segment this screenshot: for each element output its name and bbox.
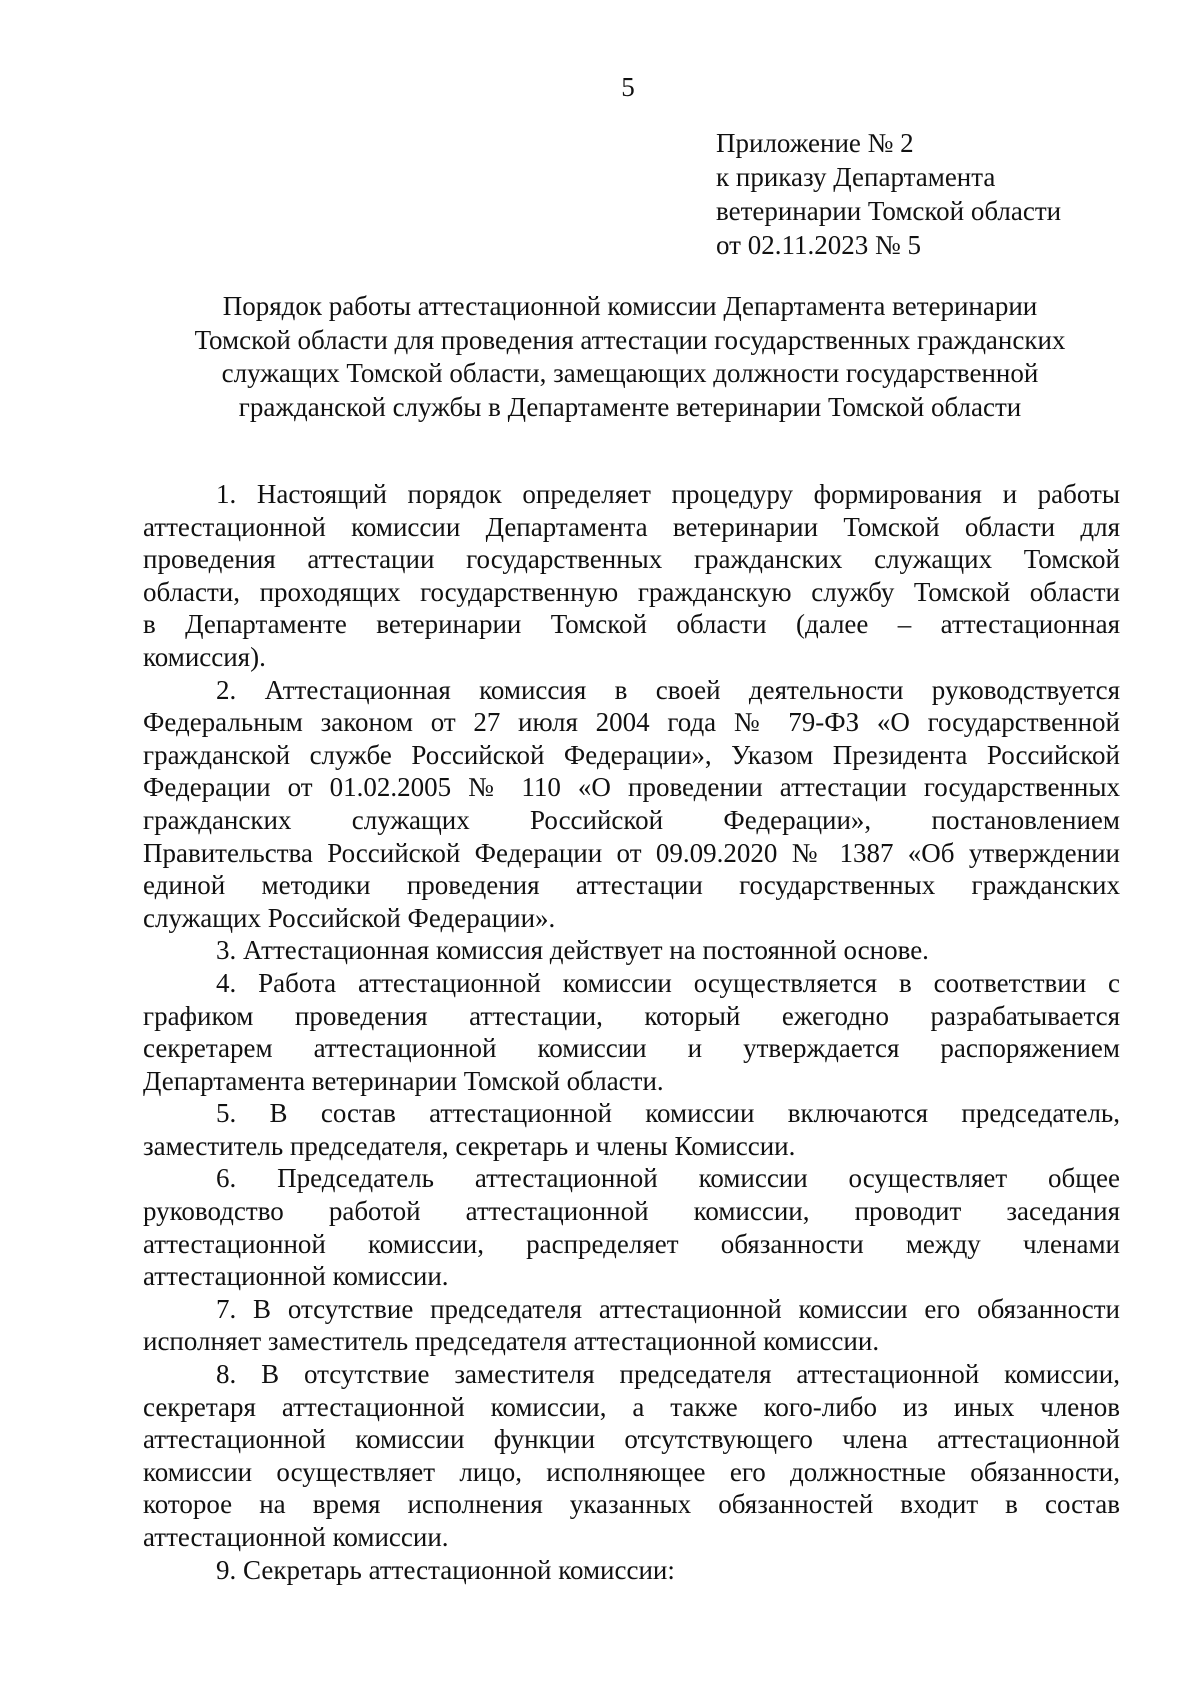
- appendix-line: к приказу Департамента: [716, 162, 996, 192]
- paragraph-4: [143, 967, 1120, 1097]
- paragraph-line: 2. Аттестационная комиссия в своей деятельности руководствуется: [216, 674, 1120, 705]
- paragraph-1: [143, 478, 1120, 674]
- paragraph-line: аттестационной комиссии.: [143, 1261, 449, 1292]
- paragraph-line: Правительства Российской Федерации от 09.09.2020 № 1387 «Об утверждении: [143, 837, 1120, 868]
- paragraph-line: аттестационной комиссии.: [143, 1522, 449, 1552]
- paragraph-line: Федерации от 01.02.2005 № 110 «О проведении аттестации государственных: [143, 772, 1120, 803]
- paragraph-line: исполняет заместитель председателя аттестационной комиссии.: [143, 1326, 880, 1357]
- paragraph-line: аттестационной комиссии, распределяет обязанности между членами: [143, 1228, 1120, 1259]
- appendix-line: ветеринарии Томской области: [716, 196, 1062, 226]
- title-line: Томской области для проведения аттестации государственных гражданских: [194, 324, 1066, 355]
- appendix-header: [716, 126, 1186, 262]
- paragraph-line: 5. В состав аттестационной комиссии включаются председатель,: [216, 1098, 1120, 1129]
- paragraph-line: в Департаменте ветеринарии Томской области (далее – аттестационная: [143, 609, 1120, 640]
- paragraph-line: секретарем аттестационной комиссии и утверждается распоряжением: [143, 1033, 1120, 1064]
- paragraph-line: 1. Настоящий порядок определяет процедуру формирования и работы: [216, 479, 1120, 509]
- appendix-line: от 02.11.2023 № 5: [716, 230, 921, 260]
- paragraph-line: аттестационной комиссии функции отсутствующего члена аттестационной: [143, 1424, 1120, 1455]
- document-body: [143, 478, 1120, 1586]
- page-number: 5: [621, 72, 635, 102]
- appendix-line: Приложение № 2: [716, 128, 914, 158]
- paragraph-line: 8. В отсутствие заместителя председателя аттестационной комиссии,: [216, 1359, 1120, 1390]
- paragraph-line: гражданской службе Российской Федерации», Указом Президента Российской: [143, 739, 1120, 770]
- paragraph-line: гражданских служащих Российской Федерации», постановлением: [143, 804, 1120, 835]
- paragraph-line: 6. Председатель аттестационной комиссии осуществляет общее: [216, 1163, 1120, 1194]
- paragraph-line: заместитель председателя, секретарь и члены Комиссии.: [143, 1130, 796, 1161]
- paragraph-line: графиком проведения аттестации, который ежегодно разрабатывается: [143, 1000, 1120, 1031]
- paragraph-line: проведения аттестации государственных гражданских служащих Томской: [143, 544, 1120, 575]
- paragraph-7: [143, 1293, 1120, 1358]
- paragraph-line: которое на время исполнения указанных обязанностей входит в состав: [143, 1489, 1120, 1520]
- paragraph-line: аттестационной комиссии Департамента ветеринарии Томской области для: [143, 511, 1120, 542]
- document-title: [140, 290, 1120, 424]
- paragraph-line: Федеральным законом от 27 июля 2004 года № 79-ФЗ «О государственной: [143, 707, 1120, 738]
- paragraph-line: 4. Работа аттестационной комиссии осуществляется в соответствии с: [216, 967, 1120, 998]
- paragraph-line: секретаря аттестационной комиссии, а также кого-либо из иных членов: [143, 1391, 1120, 1422]
- paragraph-line: области, проходящих государственную гражданскую службу Томской области: [143, 576, 1120, 607]
- paragraph-line: руководство работой аттестационной комиссии, проводит заседания: [143, 1196, 1120, 1227]
- paragraph-9: [143, 1554, 1120, 1587]
- title-line: Порядок работы аттестационной комиссии Департамента ветеринарии: [222, 291, 1038, 321]
- paragraph-5: [143, 1097, 1120, 1162]
- paragraph-3: [143, 934, 1120, 967]
- paragraph-line: 9. Секретарь аттестационной комиссии:: [216, 1554, 675, 1585]
- paragraph-line: комиссия).: [143, 641, 266, 672]
- paragraph-line: 7. В отсутствие председателя аттестационной комиссии его обязанности: [216, 1293, 1120, 1324]
- paragraph-line: единой методики проведения аттестации государственных гражданских: [143, 870, 1120, 901]
- paragraph-line: Департамента ветеринарии Томской области.: [143, 1065, 664, 1096]
- title-line: гражданской службы в Департаменте ветеринарии Томской области: [238, 391, 1022, 422]
- paragraph-8: [143, 1358, 1120, 1554]
- title-line: служащих Томской области, замещающих должности государственной: [221, 358, 1039, 388]
- paragraph-line: 3. Аттестационная комиссия действует на постоянной основе.: [216, 935, 929, 966]
- paragraph-6: [143, 1162, 1120, 1292]
- paragraph-2: [143, 674, 1120, 935]
- paragraph-line: служащих Российской Федерации».: [143, 902, 556, 933]
- paragraph-line: комиссии осуществляет лицо, исполняющее его должностные обязанности,: [143, 1456, 1120, 1487]
